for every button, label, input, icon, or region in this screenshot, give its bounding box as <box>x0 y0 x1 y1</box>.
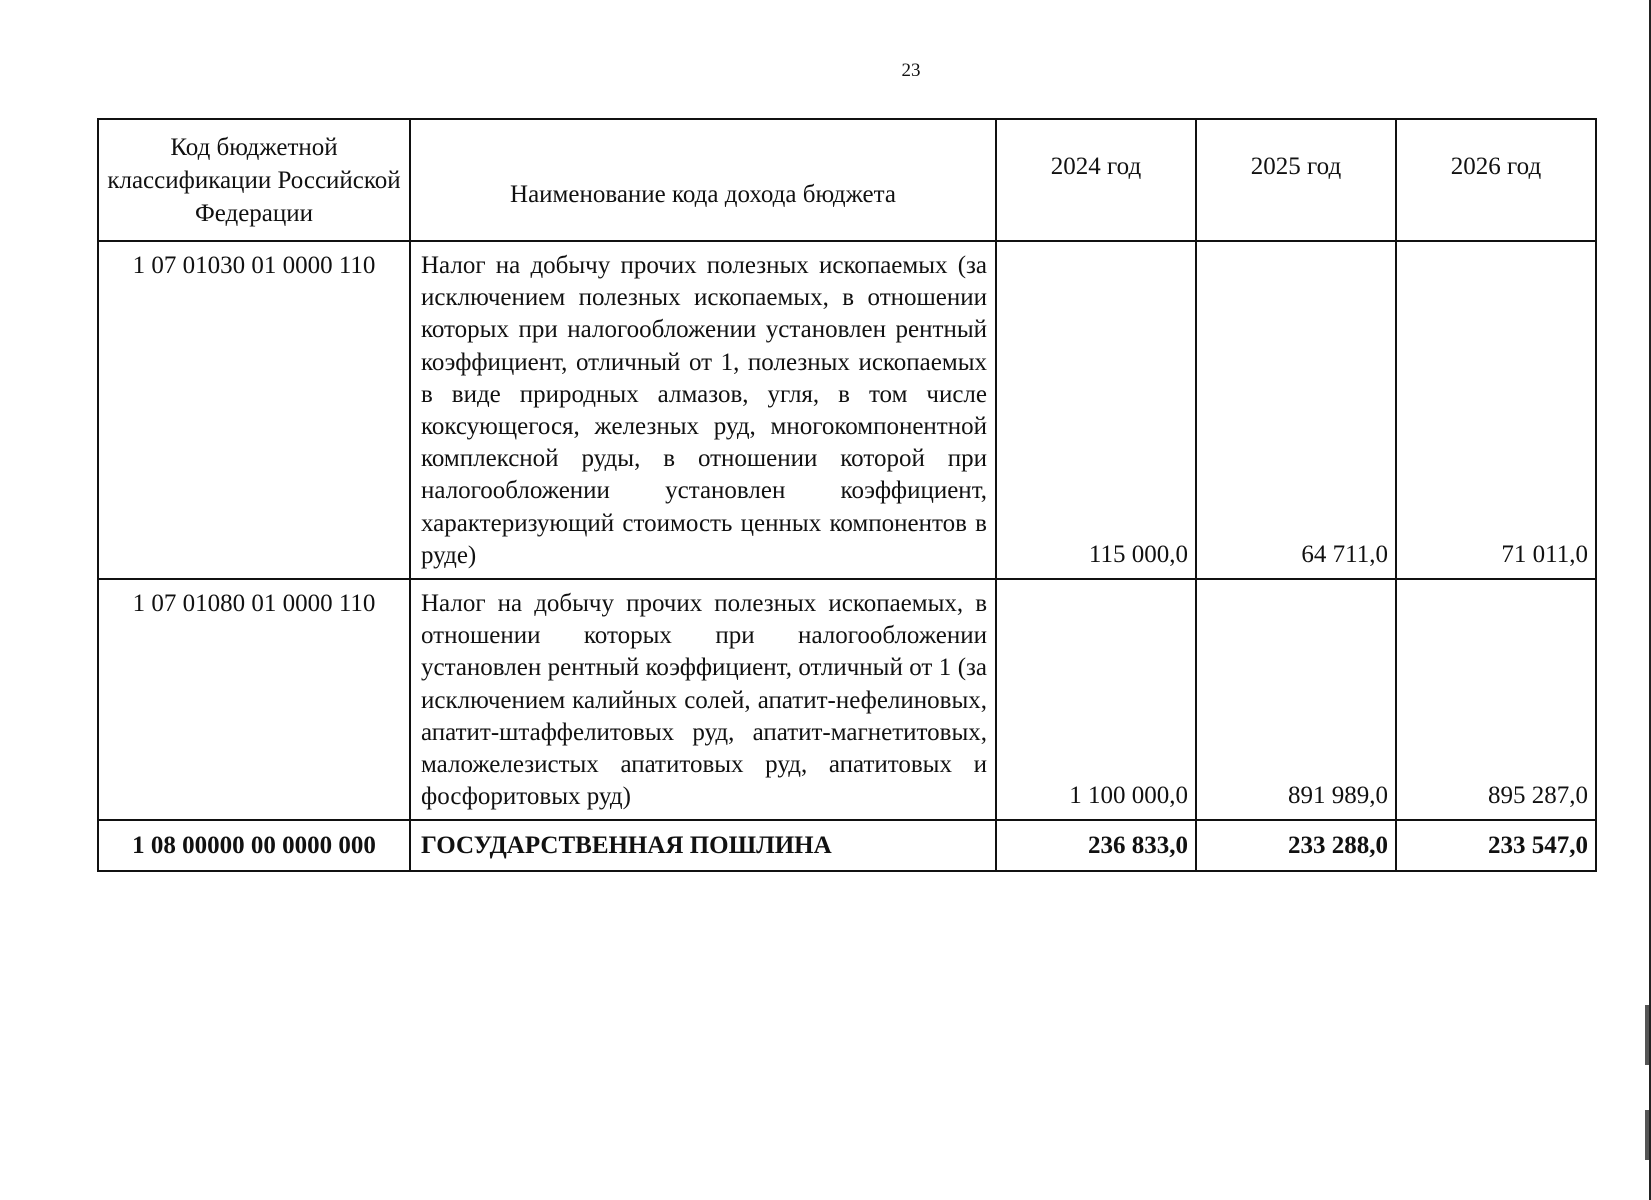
row-code: 1 07 01030 01 0000 110 <box>98 241 410 579</box>
table-header-row <box>98 119 1596 241</box>
row-name: Налог на добычу прочих полезных ископаемых (за исключением полезных ископаемых, в отношении которых при налогообложении установлен рентный коэффициент, отличный от 1, полезных ископаемых в виде природных алмазов, угля, в том числе коксующегося, железных руд, многокомпонентной комплексной руды, в отношении которой при налогообложении установлен коэффициент, характеризующий стоимость ценных компонентов в руде) <box>410 241 996 579</box>
row-code: 1 07 01080 01 0000 110 <box>98 579 410 820</box>
header-code: Код бюджетной классификации Российской Федерации <box>98 119 410 241</box>
header-year-2024 <box>996 119 1196 241</box>
row-value-2025: 891 989,0 <box>1196 579 1396 820</box>
header-year-2026 <box>1396 119 1596 241</box>
header-name-label: Наименование кода дохода бюджета <box>510 180 896 208</box>
row-value-2026: 71 011,0 <box>1396 241 1596 579</box>
row-value-2024: 1 100 000,0 <box>996 579 1196 820</box>
row-code: 1 08 00000 00 0000 000 <box>98 820 410 871</box>
page-number: 23 <box>901 60 921 81</box>
scan-edge-mark <box>1645 1110 1649 1160</box>
header-name <box>410 119 996 241</box>
row-value-2024: 115 000,0 <box>996 241 1196 579</box>
scan-edge-mark <box>1645 1005 1649 1065</box>
row-value-2025: 233 288,0 <box>1196 820 1396 871</box>
header-year-2025-label: 2025 год <box>1250 152 1342 180</box>
row-value-2025: 64 711,0 <box>1196 241 1396 579</box>
table-row <box>98 579 1596 820</box>
header-year-2025 <box>1196 119 1396 241</box>
row-value-2026: 895 287,0 <box>1396 579 1596 820</box>
table-row <box>98 241 1596 579</box>
header-year-2026-label: 2026 год <box>1450 152 1542 180</box>
row-value-2026: 233 547,0 <box>1396 820 1596 871</box>
revenue-table <box>97 118 1597 872</box>
row-name: Налог на добычу прочих полезных ископаемых, в отношении которых при налогообложении установлен рентный коэффициент, отличный от 1 (за исключением калийных солей, апатит-нефелиновых, апатит-штаффелитовых руд, апатит-магнетитовых, маложелезистых апатитовых руд, апатитовых и фосфоритовых руд) <box>410 579 996 820</box>
row-value-2024: 236 833,0 <box>996 820 1196 871</box>
row-name: ГОСУДАРСТВЕННАЯ ПОШЛИНА <box>410 820 996 871</box>
header-year-2024-label: 2024 год <box>1050 152 1142 180</box>
table-row-total <box>98 820 1596 871</box>
